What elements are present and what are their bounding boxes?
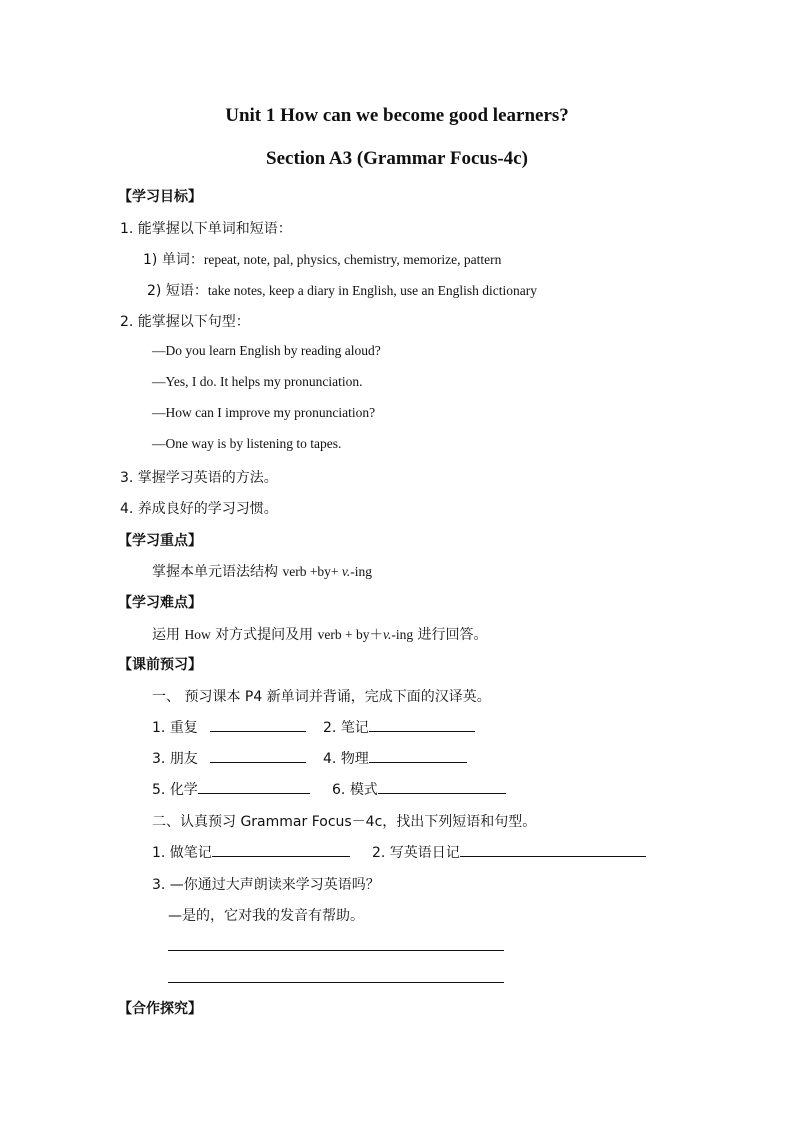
answer-blank[interactable] [210,748,306,763]
phrase-item-1: 1. 做笔记 [152,842,350,862]
answer-blank[interactable] [369,717,475,732]
objectives-heading: 【学习目标】 [118,189,202,205]
phrases-list: take notes, keep a diary in English, use an English dictionary [207,283,537,298]
sentence-2: —Yes, I do. It helps my pronunciation. [152,374,363,389]
phrase-item-2: 2. 写英语日记 [372,842,646,862]
sentence-4: —One way is by listening to tapes. [152,436,342,451]
preview-task-1: 一、 预习课本 P4 新单词并背诵，完成下面的汉译英。 [152,689,491,705]
vocab-item-5: 5. 化学 [152,779,310,799]
difficulties-text: 运用 How 对方式提问及用 verb + by＋v.-ing 进行回答。 [152,627,488,643]
answer-blank[interactable] [210,717,306,732]
words-label: 1) 单词： [143,252,204,268]
answer-blank[interactable] [212,842,350,857]
difficulties-heading: 【学习难点】 [118,595,202,611]
answer-blank[interactable] [460,842,646,857]
phrases-label: 2) 短语： [147,283,208,299]
vocab-item-1: 1. 重复 [152,717,306,737]
key-points-heading: 【学习重点】 [118,533,202,549]
translation-line-1[interactable] [168,950,504,951]
key-points-text: 掌握本单元语法结构 verb +by+ v.-ing [152,564,373,580]
words-line [143,249,501,269]
words-list: repeat, note, pal, physics, chemistry, memorize, pattern [203,252,502,267]
preview-task-2: 二、认真预习 Grammar Focus－4c，找出下列短语和句型。 [152,814,537,830]
objective-item-4: 4. 养成良好的学习习惯。 [120,501,278,517]
explore-heading: 【合作探究】 [118,1001,202,1017]
vocab-item-4: 4. 物理 [323,748,467,768]
vocab-item-2: 2. 笔记 [323,717,475,737]
sentence-1: —Do you learn English by reading aloud? [152,343,381,358]
answer-blank[interactable] [378,779,506,794]
preview-heading: 【课前预习】 [118,657,202,673]
answer-3: —是的，它对我的发音有帮助。 [168,908,364,924]
question-3: 3. —你通过大声朗读来学习英语吗？ [152,877,380,893]
objective-item-2: 2. 能掌握以下句型： [120,314,250,330]
vocab-item-6: 6. 模式 [332,779,506,799]
objective-item-3: 3. 掌握学习英语的方法。 [120,470,278,486]
translation-line-2[interactable] [168,982,504,983]
answer-blank[interactable] [198,779,310,794]
sentence-3: —How can I improve my pronunciation? [152,405,376,420]
objective-item-1: 1. 能掌握以下单词和短语： [120,221,292,237]
phrases-line [147,280,537,300]
page-subtitle: Section A3 (Grammar Focus-4c) [266,148,528,169]
vocab-item-3: 3. 朋友 [152,748,306,768]
page-title: Unit 1 How can we become good learners? [225,105,569,126]
answer-blank[interactable] [369,748,467,763]
